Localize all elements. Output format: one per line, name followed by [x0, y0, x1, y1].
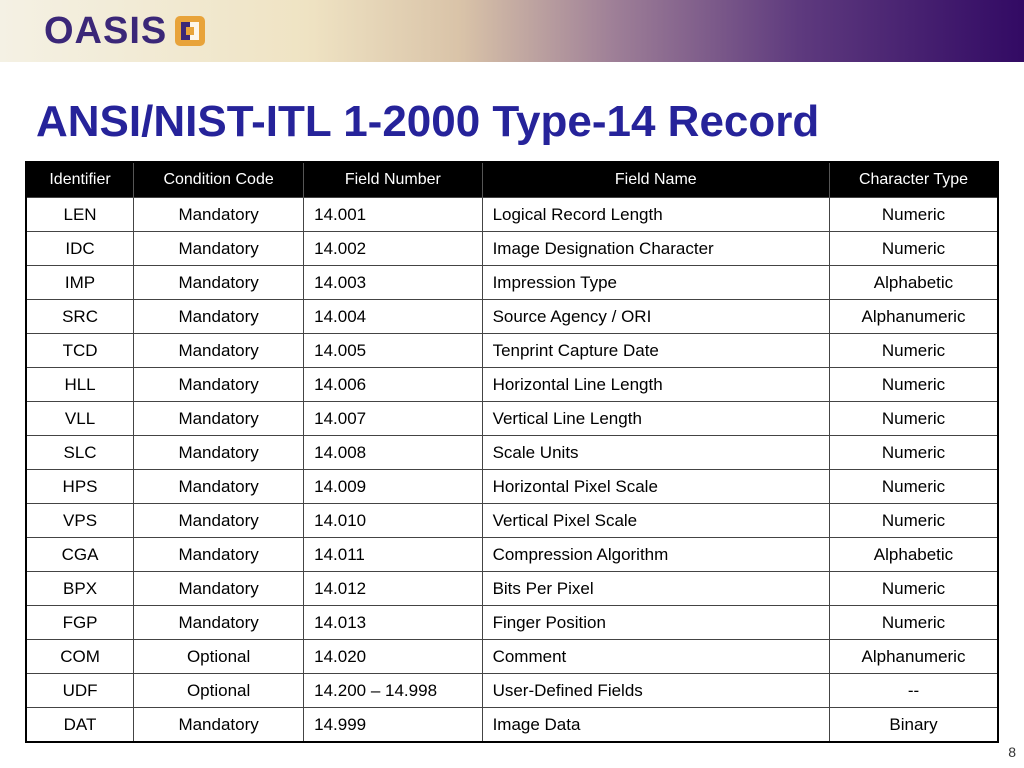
- cell-field-name: Vertical Line Length: [482, 402, 829, 436]
- logo-text: OASIS: [44, 10, 168, 52]
- cell-field-name: Horizontal Line Length: [482, 368, 829, 402]
- cell-field-name: Tenprint Capture Date: [482, 334, 829, 368]
- column-header-condition-code: Condition Code: [134, 162, 304, 198]
- table-row: [26, 300, 998, 334]
- cell-condition-code: Mandatory: [134, 708, 304, 743]
- cell-field-number: 14.999: [304, 708, 482, 743]
- table-row: [26, 504, 998, 538]
- cell-condition-code: Mandatory: [134, 572, 304, 606]
- cell-character-type: Numeric: [830, 232, 999, 266]
- cell-field-name: Image Data: [482, 708, 829, 743]
- cell-field-name: Source Agency / ORI: [482, 300, 829, 334]
- table-body: [26, 198, 998, 743]
- cell-field-number: 14.012: [304, 572, 482, 606]
- column-header-field-name: Field Name: [482, 162, 829, 198]
- cell-character-type: Numeric: [830, 368, 999, 402]
- cell-field-name: Compression Algorithm: [482, 538, 829, 572]
- cell-identifier: DAT: [26, 708, 134, 743]
- cell-condition-code: Mandatory: [134, 232, 304, 266]
- cell-field-number: 14.005: [304, 334, 482, 368]
- column-header-identifier: Identifier: [26, 162, 134, 198]
- cell-field-name: Impression Type: [482, 266, 829, 300]
- table-row: [26, 606, 998, 640]
- cell-field-number: 14.008: [304, 436, 482, 470]
- cell-field-name: Bits Per Pixel: [482, 572, 829, 606]
- cell-character-type: Numeric: [830, 470, 999, 504]
- cell-field-number: 14.200 – 14.998: [304, 674, 482, 708]
- cell-field-number: 14.007: [304, 402, 482, 436]
- cell-condition-code: Mandatory: [134, 198, 304, 232]
- cell-field-number: 14.011: [304, 538, 482, 572]
- cell-identifier: COM: [26, 640, 134, 674]
- cell-condition-code: Mandatory: [134, 504, 304, 538]
- cell-identifier: IMP: [26, 266, 134, 300]
- cell-identifier: CGA: [26, 538, 134, 572]
- cell-condition-code: Mandatory: [134, 300, 304, 334]
- cell-condition-code: Mandatory: [134, 368, 304, 402]
- oasis-logo: [44, 12, 205, 50]
- cell-field-name: Comment: [482, 640, 829, 674]
- cell-identifier: HLL: [26, 368, 134, 402]
- cell-character-type: Binary: [830, 708, 999, 743]
- cell-character-type: Alphabetic: [830, 266, 999, 300]
- cell-field-name: Horizontal Pixel Scale: [482, 470, 829, 504]
- cell-character-type: Numeric: [830, 504, 999, 538]
- cell-condition-code: Optional: [134, 674, 304, 708]
- cell-character-type: Numeric: [830, 606, 999, 640]
- cell-condition-code: Mandatory: [134, 266, 304, 300]
- cell-condition-code: Mandatory: [134, 402, 304, 436]
- cell-identifier: FGP: [26, 606, 134, 640]
- table-row: [26, 402, 998, 436]
- cell-identifier: VLL: [26, 402, 134, 436]
- table-row: [26, 436, 998, 470]
- cell-character-type: Numeric: [830, 402, 999, 436]
- cell-field-name: Finger Position: [482, 606, 829, 640]
- column-header-field-number: Field Number: [304, 162, 482, 198]
- cell-character-type: Numeric: [830, 198, 999, 232]
- cell-field-number: 14.009: [304, 470, 482, 504]
- cell-character-type: Alphanumeric: [830, 640, 999, 674]
- cell-field-name: Logical Record Length: [482, 198, 829, 232]
- cell-condition-code: Optional: [134, 640, 304, 674]
- table-header-row: [26, 162, 998, 198]
- cell-character-type: Numeric: [830, 572, 999, 606]
- cell-field-number: 14.003: [304, 266, 482, 300]
- cell-field-number: 14.002: [304, 232, 482, 266]
- table-row: [26, 470, 998, 504]
- cell-identifier: LEN: [26, 198, 134, 232]
- table-row: [26, 368, 998, 402]
- cell-character-type: Numeric: [830, 436, 999, 470]
- cell-field-name: Scale Units: [482, 436, 829, 470]
- table-row: [26, 708, 998, 743]
- cell-identifier: TCD: [26, 334, 134, 368]
- cell-field-number: 14.006: [304, 368, 482, 402]
- cell-character-type: Alphabetic: [830, 538, 999, 572]
- cell-field-number: 14.001: [304, 198, 482, 232]
- table-row: [26, 198, 998, 232]
- table-row: [26, 334, 998, 368]
- page-number: 8: [1008, 744, 1016, 760]
- cell-field-number: 14.013: [304, 606, 482, 640]
- table-row: [26, 538, 998, 572]
- cell-identifier: SRC: [26, 300, 134, 334]
- table-row: [26, 674, 998, 708]
- cell-field-number: 14.020: [304, 640, 482, 674]
- type-14-record-table: [25, 161, 999, 743]
- cell-character-type: --: [830, 674, 999, 708]
- table-row: [26, 572, 998, 606]
- cell-identifier: VPS: [26, 504, 134, 538]
- cell-identifier: IDC: [26, 232, 134, 266]
- oasis-mark-icon: [175, 16, 205, 46]
- cell-identifier: HPS: [26, 470, 134, 504]
- cell-identifier: BPX: [26, 572, 134, 606]
- cell-condition-code: Mandatory: [134, 606, 304, 640]
- column-header-character-type: Character Type: [830, 162, 999, 198]
- cell-condition-code: Mandatory: [134, 334, 304, 368]
- cell-character-type: Numeric: [830, 334, 999, 368]
- cell-condition-code: Mandatory: [134, 538, 304, 572]
- cell-character-type: Alphanumeric: [830, 300, 999, 334]
- cell-condition-code: Mandatory: [134, 436, 304, 470]
- cell-field-name: User-Defined Fields: [482, 674, 829, 708]
- page-title: ANSI/NIST-ITL 1-2000 Type-14 Record: [36, 97, 820, 146]
- cell-identifier: SLC: [26, 436, 134, 470]
- cell-condition-code: Mandatory: [134, 470, 304, 504]
- table-row: [26, 266, 998, 300]
- table-row: [26, 232, 998, 266]
- cell-field-name: Image Designation Character: [482, 232, 829, 266]
- cell-identifier: UDF: [26, 674, 134, 708]
- cell-field-number: 14.010: [304, 504, 482, 538]
- cell-field-number: 14.004: [304, 300, 482, 334]
- table-row: [26, 640, 998, 674]
- cell-field-name: Vertical Pixel Scale: [482, 504, 829, 538]
